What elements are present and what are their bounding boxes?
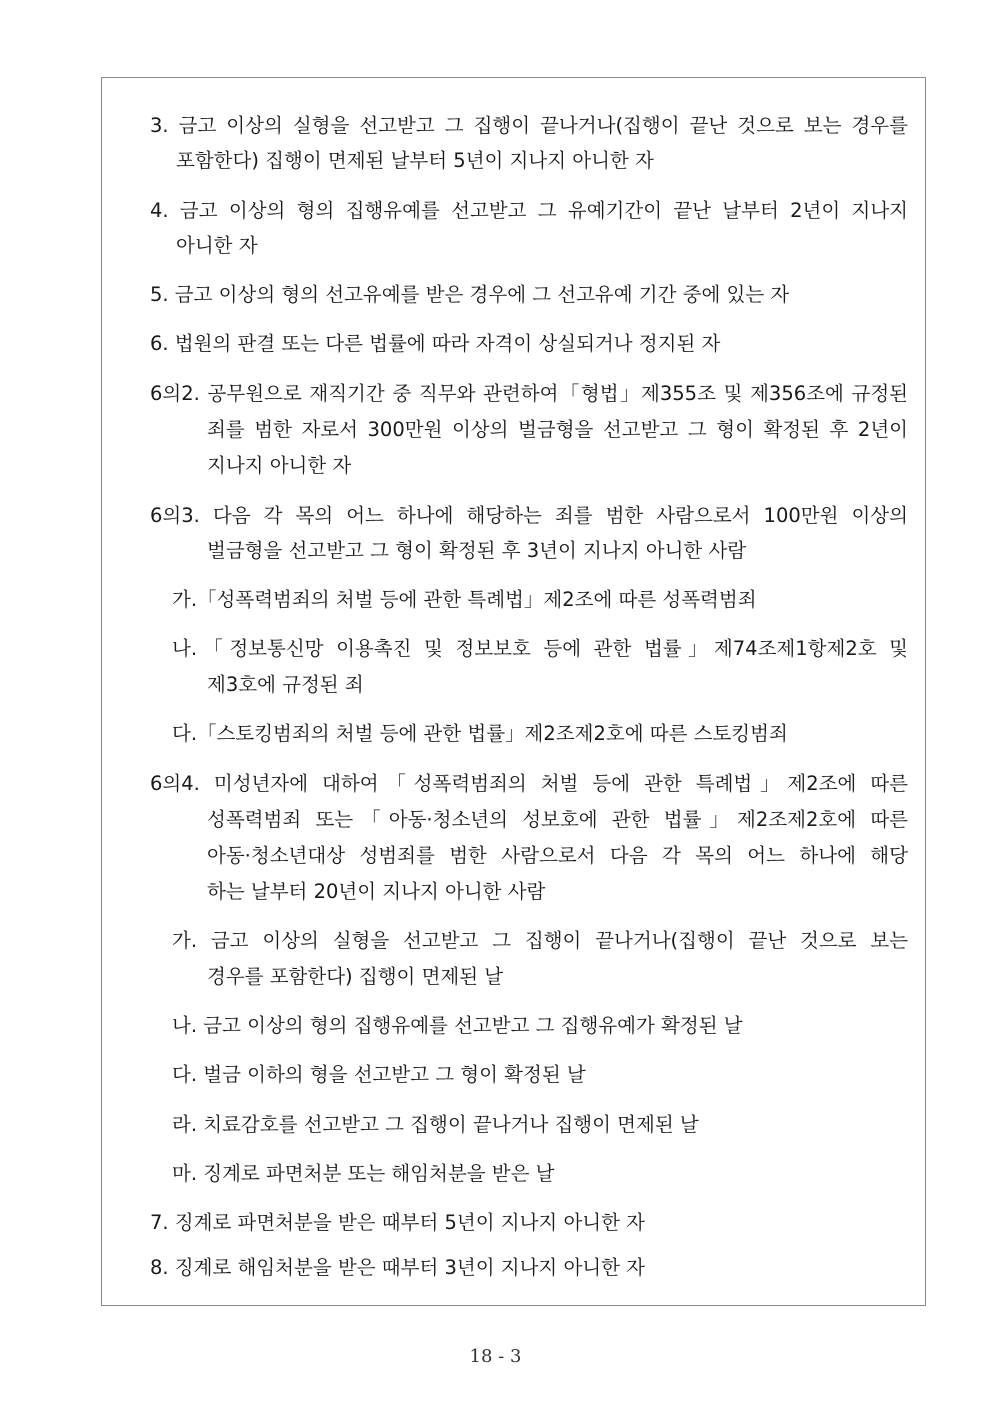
- item-6-3-na-line-1: 나.「정보통신망 이용촉진 및 정보보호 등에 관한 법률」제74조제1항제2호 및: [172, 637, 908, 660]
- item-6-3-na-line-2: 제3호에 규정된 죄: [207, 673, 364, 696]
- item-6-4-na: 나. 금고 이상의 형의 집행유예를 선고받고 그 집행유예가 확정된 날: [172, 1014, 743, 1037]
- item-3-line-1: 3. 금고 이상의 실형을 선고받고 그 집행이 끝나거나(집행이 끝난 것으로 보는 경우를: [150, 114, 908, 137]
- item-6-2-line-1: 6의2. 공무원으로 재직기간 중 직무와 관련하여「형법」제355조 및 제356조에 규정된: [150, 382, 908, 405]
- item-6-2-line-3: 지나지 아니한 자: [207, 454, 352, 477]
- page-number: 18 - 3: [469, 1346, 522, 1367]
- item-6: 6. 법원의 판결 또는 다른 법률에 따라 자격이 상실되거나 정지된 자: [150, 332, 721, 355]
- item-3-line-2: 포함한다) 집행이 면제된 날부터 5년이 지나지 아니한 자: [176, 149, 654, 172]
- item-6-2-line-2: 죄를 범한 자로서 300만원 이상의 벌금형을 선고받고 그 형이 확정된 후 2년이: [207, 418, 908, 441]
- item-6-4-ga-line-1: 가. 금고 이상의 실형을 선고받고 그 집행이 끝나거나(집행이 끝난 것으로 보는: [172, 929, 908, 952]
- item-6-4-ga-line-2: 경우를 포함한다) 집행이 면제된 날: [207, 965, 504, 988]
- item-6-3-line-1: 6의3. 다음 각 목의 어느 하나에 해당하는 죄를 범한 사람으로서 100만원 이상의: [150, 504, 908, 527]
- item-8: 8. 징계로 해임처분을 받은 때부터 3년이 지나지 아니한 자: [150, 1256, 646, 1279]
- item-6-4-line-3: 아동·청소년대상 성범죄를 범한 사람으로서 다음 각 목의 어느 하나에 해당: [207, 844, 908, 867]
- item-7: 7. 징계로 파면처분을 받은 때부터 5년이 지나지 아니한 자: [150, 1211, 646, 1234]
- item-4-line-2: 아니한 자: [176, 234, 258, 257]
- item-6-3-line-2: 벌금형을 선고받고 그 형이 확정된 후 3년이 지나지 아니한 사람: [207, 539, 747, 562]
- item-6-4-da: 다. 벌금 이하의 형을 선고받고 그 형이 확정된 날: [172, 1063, 586, 1086]
- item-6-4-ra: 라. 치료감호를 선고받고 그 집행이 끝나거나 집행이 면제된 날: [172, 1113, 699, 1136]
- item-6-4-ma: 마. 징계로 파면처분 또는 해임처분을 받은 날: [172, 1162, 555, 1185]
- item-6-4-line-1: 6의4. 미성년자에 대하여「성폭력범죄의 처벌 등에 관한 특례법」제2조에 따른: [150, 772, 908, 795]
- item-6-3-ga: 가.「성폭력범죄의 처벌 등에 관한 특례법」제2조에 따른 성폭력범죄: [172, 588, 757, 611]
- item-6-3-da: 다.「스토킹범죄의 처벌 등에 관한 법률」제2조제2호에 따른 스토킹범죄: [172, 722, 788, 745]
- item-6-4-line-2: 성폭력범죄 또는「아동·청소년의 성보호에 관한 법률」제2조제2호에 따른: [207, 808, 908, 831]
- item-4-line-1: 4. 금고 이상의 형의 집행유예를 선고받고 그 유예기간이 끝난 날부터 2년이 지나지: [150, 199, 908, 222]
- item-5: 5. 금고 이상의 형의 선고유예를 받은 경우에 그 선고유예 기간 중에 있는 자: [150, 283, 790, 306]
- item-6-4-line-4: 하는 날부터 20년이 지나지 아니한 사람: [207, 880, 546, 903]
